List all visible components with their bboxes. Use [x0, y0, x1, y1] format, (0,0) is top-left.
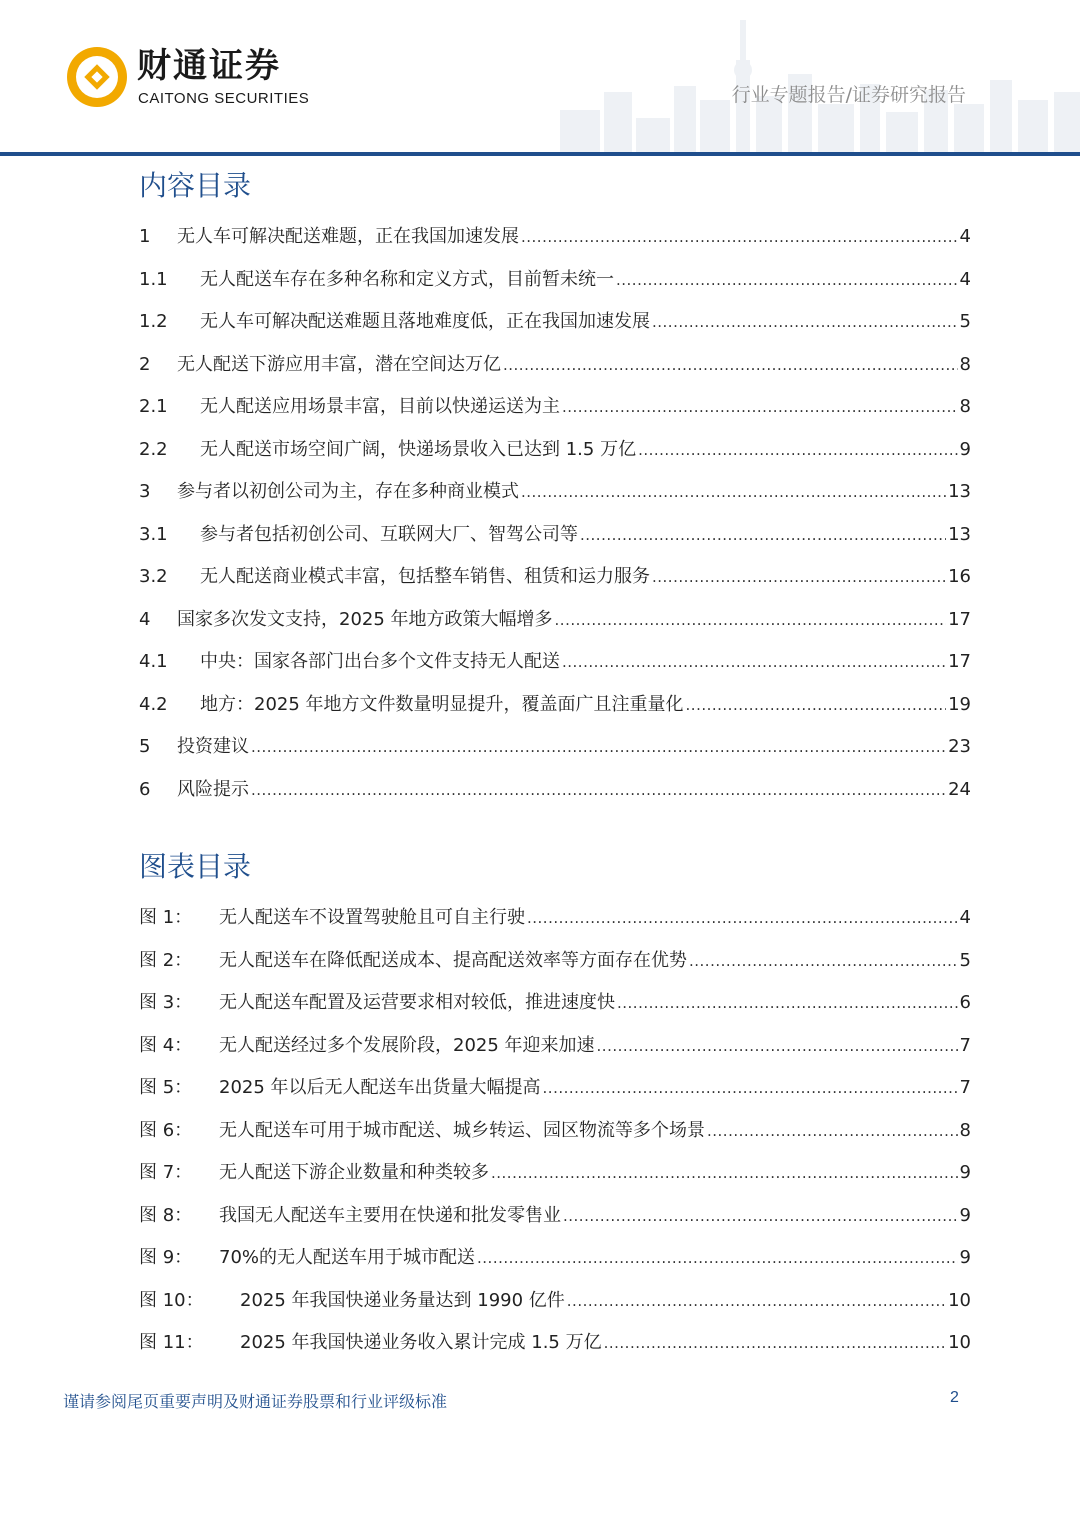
figure-entry[interactable] — [139, 990, 971, 1016]
toc-entry-title: 中央：国家各部门出台多个文件支持无人配送 — [200, 651, 560, 672]
toc-dot-leader — [580, 522, 946, 548]
toc-entry-title: 无人配送应用场景丰富，目前以快递运送为主 — [200, 396, 560, 417]
toc-entry-page: 4 — [959, 268, 971, 290]
toc-entry[interactable] — [139, 734, 971, 760]
toc-entry-page: 13 — [948, 481, 971, 502]
figure-entry-title: 无人配送车不设置驾驶舱且可自主行驶 — [219, 907, 525, 928]
toc-entry[interactable] — [139, 479, 971, 505]
brand-name-chinese: 财通证券 — [137, 46, 281, 86]
figure-dot-leader — [604, 1330, 946, 1356]
toc-entry-title: 参与者以初创公司为主，存在多种商业模式 — [177, 481, 519, 502]
toc-entry-page: 9 — [959, 438, 971, 460]
toc-dot-leader — [503, 352, 958, 378]
figure-entry-title: 无人配送车可用于城市配送、城乡转运、园区物流等多个场景 — [219, 1119, 705, 1141]
figure-entry-number: 图 7： — [139, 1162, 193, 1183]
toc-entry-number: 4 — [139, 608, 151, 630]
toc-entry-title: 风险提示 — [177, 778, 249, 800]
toc-entry[interactable] — [139, 777, 971, 803]
toc-entry-number: 2.1 — [139, 396, 168, 417]
figure-entry-number: 图 9： — [139, 1247, 193, 1268]
figure-dot-leader — [597, 1033, 958, 1059]
toc-entry[interactable] — [139, 437, 971, 463]
figure-entry-number: 图 2： — [139, 949, 193, 971]
figure-entry-page: 6 — [959, 992, 971, 1013]
toc-entry-page: 4 — [959, 226, 971, 247]
toc-dot-leader — [521, 479, 946, 505]
figure-dot-leader — [567, 1288, 946, 1314]
page-header — [0, 0, 1080, 156]
toc-entry[interactable] — [139, 522, 971, 548]
toc-entry-number: 1.2 — [139, 311, 168, 332]
toc-dot-leader — [562, 649, 946, 675]
toc-entry-page: 17 — [948, 651, 971, 672]
figure-entry-number: 图 10： — [139, 1289, 204, 1311]
toc-dot-leader — [562, 394, 958, 420]
toc-entry-page: 5 — [959, 311, 971, 332]
toc-dot-leader — [652, 564, 946, 590]
figure-entry[interactable] — [139, 1288, 971, 1314]
toc-entry-number: 3.1 — [139, 523, 168, 545]
figure-entry-title: 2025 年我国快递业务量达到 1990 亿件 — [240, 1289, 565, 1311]
toc-entry[interactable] — [139, 649, 971, 675]
toc-entry-number: 4.2 — [139, 693, 168, 715]
figure-entry[interactable] — [139, 1203, 971, 1229]
figure-entry-page: 9 — [959, 1162, 971, 1183]
figure-entry-title: 无人配送车配置及运营要求相对较低，推进速度快 — [219, 992, 615, 1013]
toc-dot-leader — [251, 777, 946, 803]
figure-entry-page: 7 — [959, 1077, 971, 1098]
figure-entry-number: 图 5： — [139, 1077, 193, 1098]
figure-entry[interactable] — [139, 1245, 971, 1271]
city-skyline-watermark — [560, 0, 1080, 152]
figure-entry[interactable] — [139, 905, 971, 931]
toc-entry-page: 19 — [948, 693, 971, 715]
toc-entry[interactable] — [139, 692, 971, 718]
figure-entry-title: 我国无人配送车主要用在快递和批发零售业 — [219, 1204, 561, 1226]
figure-dot-leader — [689, 948, 958, 974]
page-number: 2 — [950, 1389, 959, 1406]
toc-entry-title: 投资建议 — [177, 736, 249, 757]
toc-entry-number: 2 — [139, 353, 151, 375]
toc-entry-title: 参与者包括初创公司、互联网大厂、智驾公司等 — [200, 523, 578, 545]
figure-entry[interactable] — [139, 948, 971, 974]
toc-entry-title: 无人配送市场空间广阔，快递场景收入已达到 1.5 万亿 — [200, 438, 637, 460]
toc-entry-number: 5 — [139, 736, 151, 757]
toc-entry-title: 国家多次发文支持，2025 年地方政策大幅增多 — [177, 608, 553, 630]
figure-dot-leader — [617, 990, 958, 1016]
toc-entry-page: 24 — [948, 778, 971, 800]
toc-entry[interactable] — [139, 224, 971, 250]
toc-dot-leader — [616, 267, 958, 293]
toc-entry[interactable] — [139, 309, 971, 335]
figure-entry-page: 9 — [959, 1204, 971, 1226]
figure-entry[interactable] — [139, 1033, 971, 1059]
figure-dot-leader — [477, 1245, 958, 1271]
toc-entry-number: 1 — [139, 226, 151, 247]
brand-name-english: CAITONG SECURITIES — [138, 90, 310, 107]
figure-entry-page: 10 — [948, 1332, 971, 1353]
figure-entry-page: 7 — [959, 1034, 971, 1056]
figure-dot-leader — [527, 905, 958, 931]
figure-entry-title: 2025 年我国快递业务收入累计完成 1.5 万亿 — [240, 1332, 602, 1353]
toc-entry[interactable] — [139, 267, 971, 293]
figure-entry[interactable] — [139, 1075, 971, 1101]
toc-entry-title: 无人车可解决配送难题且落地难度低，正在我国加速发展 — [200, 311, 650, 332]
figure-dot-leader — [563, 1203, 958, 1229]
toc-dot-leader — [521, 224, 958, 250]
report-type-label: 行业专题报告/证券研究报告 — [731, 84, 966, 106]
toc-entry-page: 8 — [959, 396, 971, 417]
toc-entry-number: 3.2 — [139, 566, 168, 587]
toc-dot-leader — [638, 437, 957, 463]
toc-entry[interactable] — [139, 352, 971, 378]
figure-entry-number: 图 6： — [139, 1119, 193, 1141]
figure-entry-title: 无人配送下游企业数量和种类较多 — [219, 1162, 489, 1183]
toc-entry[interactable] — [139, 394, 971, 420]
figure-entry-title: 无人配送经过多个发展阶段，2025 年迎来加速 — [219, 1034, 595, 1056]
toc-entry-title: 地方：2025 年地方文件数量明显提升，覆盖面广且注重量化 — [200, 693, 684, 715]
figure-entry-title: 70%的无人配送车用于城市配送 — [219, 1247, 476, 1268]
header-divider — [0, 152, 1080, 156]
figure-entry[interactable] — [139, 1118, 971, 1144]
footer-disclaimer: 谨请参阅尾页重要声明及财通证券股票和行业评级标准 — [63, 1392, 448, 1411]
toc-dot-leader — [686, 692, 947, 718]
figure-entry-title: 2025 年以后无人配送车出货量大幅提高 — [219, 1077, 541, 1098]
figure-dot-leader — [543, 1075, 958, 1101]
figure-dot-leader — [491, 1160, 958, 1186]
figure-entry-page: 10 — [948, 1289, 971, 1311]
toc-entry-number: 3 — [139, 481, 151, 502]
toc-entry-title: 无人配送下游应用丰富，潜在空间达万亿 — [177, 353, 501, 375]
figure-entry[interactable] — [139, 1330, 971, 1356]
figure-entry-number: 图 4： — [139, 1034, 193, 1056]
toc-entry-title: 无人配送车存在多种名称和定义方式，目前暂未统一 — [200, 268, 614, 290]
toc-dot-leader — [251, 734, 946, 760]
figure-entry-page: 4 — [959, 907, 971, 928]
toc-entry-page: 8 — [959, 353, 971, 375]
toc-entry-page: 23 — [948, 736, 971, 757]
figure-entry-title: 无人配送车在降低配送成本、提高配送效率等方面存在优势 — [219, 949, 687, 971]
figure-entry-number: 图 8： — [139, 1204, 193, 1226]
toc-entry-title: 无人配送商业模式丰富，包括整车销售、租赁和运力服务 — [200, 566, 650, 587]
toc-dot-leader — [652, 309, 958, 335]
toc-entry-number: 6 — [139, 778, 151, 800]
figure-entry[interactable] — [139, 1160, 971, 1186]
toc-entry[interactable] — [139, 564, 971, 590]
toc-entry-number: 1.1 — [139, 268, 168, 290]
toc-entry-number: 2.2 — [139, 438, 168, 460]
figure-entry-number: 图 3： — [139, 992, 193, 1013]
toc-entry-number: 4.1 — [139, 651, 168, 672]
figures-section-title: 图表目录 — [139, 850, 252, 883]
figure-dot-leader — [707, 1118, 958, 1144]
figure-entry-page: 8 — [959, 1119, 971, 1141]
toc-entry-page: 13 — [948, 523, 971, 545]
toc-entry-page: 16 — [948, 566, 971, 587]
figure-entry-page: 9 — [959, 1247, 971, 1268]
toc-entry-title: 无人车可解决配送难题，正在我国加速发展 — [177, 226, 519, 247]
caitong-coin-logo-icon — [62, 44, 132, 110]
figure-entry-number: 图 1： — [139, 907, 193, 928]
toc-section-title: 内容目录 — [139, 169, 252, 202]
figure-entry-page: 5 — [959, 949, 971, 971]
figure-entry-number: 图 11： — [139, 1332, 204, 1353]
toc-dot-leader — [555, 607, 947, 633]
toc-entry-page: 17 — [948, 608, 971, 630]
toc-entry[interactable] — [139, 607, 971, 633]
